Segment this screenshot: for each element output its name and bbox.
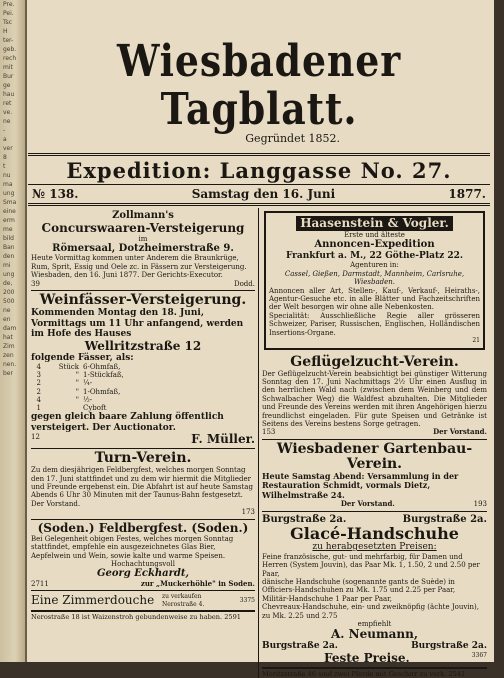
gutter-fragment: rech xyxy=(3,55,17,62)
gutter-fragment: ma xyxy=(3,181,13,188)
ad-number: 3375 xyxy=(239,596,255,604)
gutter-fragment: ver xyxy=(3,145,13,152)
barrel-item-k: " xyxy=(75,379,79,388)
ad-signer: Der Vorstand. xyxy=(340,499,395,509)
gutter-fragment: ge xyxy=(3,82,11,89)
ad-body: gegen gleich baare Zahlung öffentlich versteigert. Der Auctionator. xyxy=(31,412,224,433)
ad-street: Burgstraße 2a. xyxy=(411,641,487,652)
ad-title: Glacé-Handschuhe xyxy=(290,524,459,544)
ad-concurs xyxy=(31,208,255,291)
gutter-fragment: t xyxy=(3,163,6,170)
gutter-fragment: nu xyxy=(3,172,11,179)
ad-body: Bei Gelegenheit obigen Festes, welches morgen Sonntag stattfindet, empfehle ein ausgezeichnetes Glas Bier, Aepfelwein und Wein, sowie kalte und warme Speisen. xyxy=(31,534,234,560)
left-page-gutter xyxy=(0,0,27,662)
ad-number: 12 xyxy=(31,433,40,442)
ad-body: Heute Vormittag kommen unter Anderem die Braunkrüge, Rum, Sprit, Essig und Oele zc. in Fässern zur Versteigerung. xyxy=(31,254,247,271)
right-column xyxy=(259,208,490,678)
ad-zimmerdouche xyxy=(31,591,255,611)
barrel-item-k: " xyxy=(75,387,79,396)
ad-number: 173 xyxy=(241,508,255,517)
gutter-fragment: hau xyxy=(3,91,15,98)
ad-signer: Dodd. xyxy=(233,279,255,288)
gutter-fragment: H xyxy=(3,28,8,35)
issue-number: № 138. xyxy=(32,187,79,201)
glove-price-line: Militär-Handschuhe 1 Paar per Paar, xyxy=(262,594,392,603)
founded-line: Gegründet 1852. xyxy=(245,132,340,145)
gutter-fragment: - xyxy=(3,127,6,134)
ad-body: Kommenden Montag den 18. Juni, Vormittags um 11 Uhr anfangend, werden im Hofe des Hauses xyxy=(31,308,244,340)
ad-title: (Soden.) Feldbergfest. (Soden.) xyxy=(37,520,249,535)
gutter-fragment: ret xyxy=(3,100,12,107)
gutter-fragment: 8 xyxy=(3,154,7,161)
barrel-item-n: 2 xyxy=(36,387,41,396)
gutter-fragment: Zim xyxy=(3,343,15,350)
gutter-fragment: den xyxy=(3,253,15,260)
ad-signer: A. Neumann, xyxy=(330,627,419,642)
ad-soden xyxy=(31,520,255,592)
gutter-fragment: ne xyxy=(3,307,11,314)
gutter-fragment: dam xyxy=(3,325,17,332)
gutter-fragment: geb. xyxy=(3,46,17,53)
ad-header: Zollmann's xyxy=(112,210,174,221)
ad-body: Annoncen aller Art, Stellen-, Kauf-, Verkauf-, Heiraths-, Agentur-Gesuche etc. in alle Blätter und Fachzeitschriften der Welt besorgen wir ohne alle Nebenkosten. xyxy=(269,286,480,312)
gutter-fragment: ung xyxy=(3,190,15,197)
ad-title: Weinfässer-Versteigerung. xyxy=(39,292,247,309)
issue-year: 1877. xyxy=(448,187,486,201)
gutter-fragment: Ban xyxy=(3,244,15,251)
barrel-item xyxy=(31,371,255,379)
ad-signer: Georg Eckhardt, xyxy=(96,568,190,580)
ad-number: 193 xyxy=(473,500,487,509)
gutter-fragment: ve. xyxy=(3,109,13,116)
ad-street: Wellritzstraße 12 xyxy=(84,338,202,353)
barrel-item-n: 3 xyxy=(36,371,41,380)
barrel-item-n: 4 xyxy=(36,395,41,404)
ad-title: Haasenstein & Vogler. xyxy=(296,216,453,231)
page-edge xyxy=(494,0,504,662)
barrel-item-k: " xyxy=(75,395,79,404)
barrel-item-d: 1-Stückfaß, xyxy=(83,371,124,380)
ad-number: 3367 xyxy=(471,651,487,659)
glove-price-line: empfiehlt xyxy=(357,619,392,628)
gutter-fragment: ber xyxy=(3,370,13,377)
ad-signer: Der Vorstand. xyxy=(433,427,487,437)
glove-price-line: Feine französische, gut- und mehrfarbig, für Damen und Herren (System Jouvin), das Paar Mk. 1, 1.50, 2 und 2.50 per Paar, xyxy=(262,552,480,578)
gutter-fragment: Pre. xyxy=(3,1,15,8)
ad-body: Zu dem diesjährigen Feldbergfest, welches morgen Sonntag den 17. Juni stattfindet und zu dem wir hiermit die Mitglieder und Freunde ergebenst ein. Die Abfahrt ist auf heute Samstag Abends 6 Uhr 30 Minuten mit der Taunus-Bahn festgesetzt. Der Vorstand. xyxy=(31,466,253,508)
ad-cities: Cassel, Gießen, Darmstadt, Mannheim, Carlsruhe, Wiesbaden. xyxy=(284,269,465,287)
ad-place: Römersaal, Dotzheimerstraße 9. xyxy=(52,242,234,254)
ad-gartenbau xyxy=(262,440,487,512)
ad-body: Specialität: Ausschließliche Regie aller grösseren Schweizer, Pariser, Russischen, Englischen, Holländischen Insertions-Organe. xyxy=(269,311,480,337)
ad-street: Burgstraße 2a. xyxy=(402,513,487,525)
gutter-fragment: en xyxy=(3,316,11,323)
barrel-list xyxy=(31,363,255,412)
gutter-fragment: Tsc xyxy=(3,19,13,26)
page-content xyxy=(28,8,490,678)
ad-haasenstein xyxy=(264,211,485,350)
gutter-fragment: Pei. xyxy=(3,10,14,17)
barrel-item-d: Cyboft xyxy=(83,404,107,413)
barrel-item xyxy=(31,379,255,387)
ad-title: Eine Zimmerdouche xyxy=(31,593,155,608)
ad-address: Frankfurt a. M., 22 Göthe-Platz 22. xyxy=(285,250,464,261)
ad-body: Der Geflügelzucht-Verein beabsichtigt bei günstiger Witterung Sonntag den 17. Juni Nachmittags 2½ Uhr einen Ausflug in den herrlichen Wald nach (zwischen dem Weinberg und dem Schwalbacher Weg) die Waldfest abzuhalten. Die Mitglieder und Freunde des Vereins werden mit ihren Angehörigen hierzu freundlichst eingeladen. Für gute Speisen und Getränke ist Seitens des Vereins bestens Sorge getragen. xyxy=(262,369,487,428)
footnote-right: Moritzstraße 46 sind zwei Pferde mit Geschirr zu verk. 2541 xyxy=(262,668,487,678)
gutter-fragment: ne xyxy=(3,118,11,125)
ad-subtitle: zu herabgesetzten Preisen: xyxy=(312,542,437,553)
ad-weinfaesser xyxy=(31,291,255,449)
ad-body: folgende Fässer, als: xyxy=(31,352,134,363)
ad-body: Heute Samstag Abend: Versammlung in der Restauration Schmidt, vormals Dietz, Wilhelmstraße 24. xyxy=(262,470,459,500)
gutter-fragment: mit xyxy=(3,64,13,71)
ad-signer: F. Müller. xyxy=(191,432,255,447)
ad-title: Turn-Verein. xyxy=(94,450,192,467)
barrel-item-n: 1 xyxy=(36,404,41,413)
gutter-fragment: erm xyxy=(3,217,15,224)
barrel-item xyxy=(31,388,255,396)
barrel-item-d: 6-Ohmfaß, xyxy=(83,363,121,372)
ad-title: Concurswaaren-Versteigerung xyxy=(41,220,245,235)
ad-street: Burgstraße 2a. xyxy=(262,641,338,652)
gutter-fragment: 500 xyxy=(3,298,15,305)
gutter-fragment: eine xyxy=(3,208,16,215)
gutter-fragment: ung xyxy=(3,271,15,278)
barrel-item-k: Stück xyxy=(58,363,79,372)
ad-title: Geflügelzucht-Verein. xyxy=(290,353,459,370)
glove-price-line: dänische Handschuhe (sogenannte gants de Suède) in Officiers-Handschuhen zu Mk. 1.75 und 2.25 per Paar, xyxy=(262,577,456,595)
dateline xyxy=(28,185,490,206)
gutter-fragment: nen. xyxy=(3,361,17,368)
ad-greeting: Hochachtungsvoll xyxy=(111,559,175,568)
ad-number: 39 xyxy=(31,279,40,288)
ad-dateline: Wiesbaden, den 16. Juni 1877. Der Gerichts-Executor. xyxy=(31,271,223,280)
ad-place: zur „Muckerhöhle" in Soden. xyxy=(140,578,255,588)
barrel-item-n: 4 xyxy=(36,363,41,372)
left-column xyxy=(28,208,259,678)
ad-gefluegelzucht xyxy=(262,353,487,440)
gutter-fragment: a xyxy=(3,136,7,143)
ad-turnverein xyxy=(31,449,255,519)
ad-body: zu verkaufen Nerostraße 4. xyxy=(161,593,205,608)
gutter-fragment: ter- xyxy=(3,37,14,44)
glove-price-list xyxy=(262,553,487,629)
ad-number: 153 xyxy=(262,428,276,437)
gutter-fragment: bild xyxy=(3,235,14,242)
masthead-title: Wiesbadener Tagblatt. xyxy=(116,36,402,135)
barrel-item-n: 2 xyxy=(36,379,41,388)
ad-handschuhe xyxy=(262,512,487,668)
barrel-item-d: ½- xyxy=(83,395,93,404)
barrel-item xyxy=(31,396,255,404)
issue-date: Samstag den 16. Juni xyxy=(191,187,336,201)
barrel-item-d: 1-Ohmfaß, xyxy=(83,387,121,396)
gutter-fragment: 200 xyxy=(3,289,15,296)
ad-text: im xyxy=(138,234,148,243)
gutter-fragment: mi xyxy=(3,262,11,269)
barrel-item-d: ¼- xyxy=(83,379,93,388)
footnote-left: Nerostraße 18 ist Waizenstroh gebundenweise zu haben. 2591 xyxy=(31,611,255,621)
gutter-fragment: me xyxy=(3,226,13,233)
gutter-fragment: de, xyxy=(3,280,13,287)
gutter-fragment: Bur xyxy=(3,73,14,80)
ad-fixed-prices: Feste Preise. xyxy=(324,650,410,665)
glove-price-line: Chevreaux-Handschuhe, ein- und zweiknöpfig (ächte Jouvin), zu Mk. 2.25 und 2.75 xyxy=(262,603,480,620)
ad-title: Wiesbadener Gartenbau-Verein. xyxy=(276,440,473,472)
ad-subtitle: Annoncen-Expedition xyxy=(314,239,435,251)
gutter-fragment: zen xyxy=(3,352,14,359)
barrel-item-k: " xyxy=(75,371,79,380)
gutter-fragment: hat xyxy=(3,334,13,341)
barrel-item xyxy=(31,363,255,371)
columns xyxy=(28,208,490,678)
ad-number: 21 xyxy=(472,337,480,345)
ad-number: 2711 xyxy=(31,579,49,588)
ad-subtitle: Erste und älteste xyxy=(344,231,405,239)
expedition-line: Expedition: Langgasse No. 27. xyxy=(28,153,490,185)
gutter-fragment: Sma xyxy=(3,199,17,206)
ad-text: Agenturen in: xyxy=(350,261,399,270)
ad-street: Burgstraße 2a. xyxy=(262,513,347,525)
